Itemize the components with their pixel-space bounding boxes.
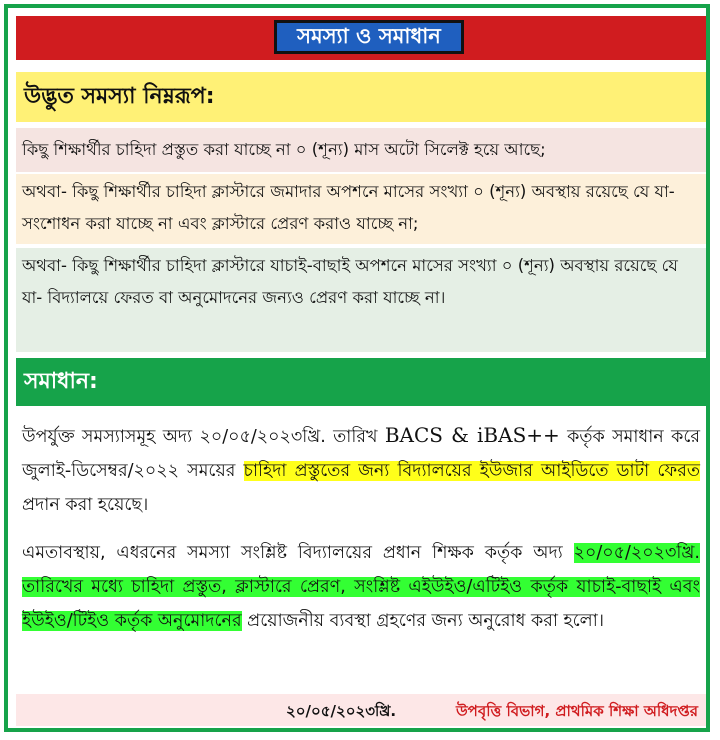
problem-item: অথবা- কিছু শিক্ষার্থীর চাহিদা ক্লাস্টারে জমাদার অপশনে মাসের সংখ্যা ০ (শূন্য) অবস্থায় রয়েছে যে যা- সংশোধন করা যাচ্ছে না এবং ক্লাস্টারে প্রেরণ করাও যাচ্ছে না; bbox=[16, 174, 706, 244]
solution-text: উপর্যুক্ত সমস্যাসমূহ অদ্য ২০/০৫/২০২৩খ্রি. তারিখ bbox=[22, 427, 385, 447]
problem-item: অথবা- কিছু শিক্ষার্থীর চাহিদা ক্লাস্টারে যাচাই-বাছাই অপশনে মাসের সংখ্যা ০ (শূন্য) অবস্থায় রয়েছে যে যা- বিদ্যালয়ে ফেরত বা অনুমোদনের জন্যও প্রেরণ করা যাচ্ছে না। bbox=[16, 248, 706, 352]
solution-text: কর্তৃক সমাধান করে জুলাই-ডিসেম্বর/২০২২ সময়ের bbox=[22, 427, 700, 481]
solution-heading: সমাধান: bbox=[16, 358, 706, 406]
solution-text: প্রয়োজনীয় ব্যবস্থা গ্রহণের জন্য অনুরোধ করা হলো। bbox=[241, 611, 605, 631]
title-bar bbox=[16, 16, 706, 60]
footer-department: উপবৃত্তি বিভাগ, প্রাথমিক শিক্ষা অধিদপ্তর bbox=[455, 702, 698, 720]
software-name: BACS & iBAS++ bbox=[384, 423, 560, 447]
solution-paragraph-1 bbox=[16, 418, 706, 522]
problem-item: কিছু শিক্ষার্থীর চাহিদা প্রস্তুত করা যাচ্ছে না ০ (শূন্য) মাস অটো সিলেক্ট হয়ে আছে; bbox=[16, 128, 706, 172]
problem-heading: উদ্ভুত সমস্যা নিম্নরূপ: bbox=[16, 72, 706, 122]
notice-title: সমস্যা ও সমাধান bbox=[274, 20, 464, 54]
solution-paragraph-2 bbox=[16, 536, 706, 638]
highlighted-text: চাহিদা প্রস্তুতের জন্য বিদ্যালয়ের ইউজার আইডিতে ডাটা ফেরত bbox=[243, 461, 700, 481]
notice-frame bbox=[4, 4, 710, 732]
solution-text: প্রদান করা হয়েছে। bbox=[22, 495, 149, 515]
footer bbox=[16, 694, 706, 726]
highlighted-text: ২০/০৫/২০২৩খ্রি. তারিখের মধ্যে চাহিদা প্রস্তুত, ক্লাস্টারে প্রেরণ, সংশ্লিষ্ট এইউইও/এটিইও কর্তৃক যাচাই-বাছাই এবং ইউইও/টিইও কর্তৃক অনুমোদনের bbox=[22, 543, 700, 631]
solution-text: এমতাবস্থায়, এধরনের সমস্যা সংশ্লিষ্ট বিদ্যালয়ের প্রধান শিক্ষক কর্তৃক অদ্য bbox=[22, 543, 574, 563]
footer-date: ২০/০৫/২০২৩খ্রি. bbox=[286, 702, 397, 720]
